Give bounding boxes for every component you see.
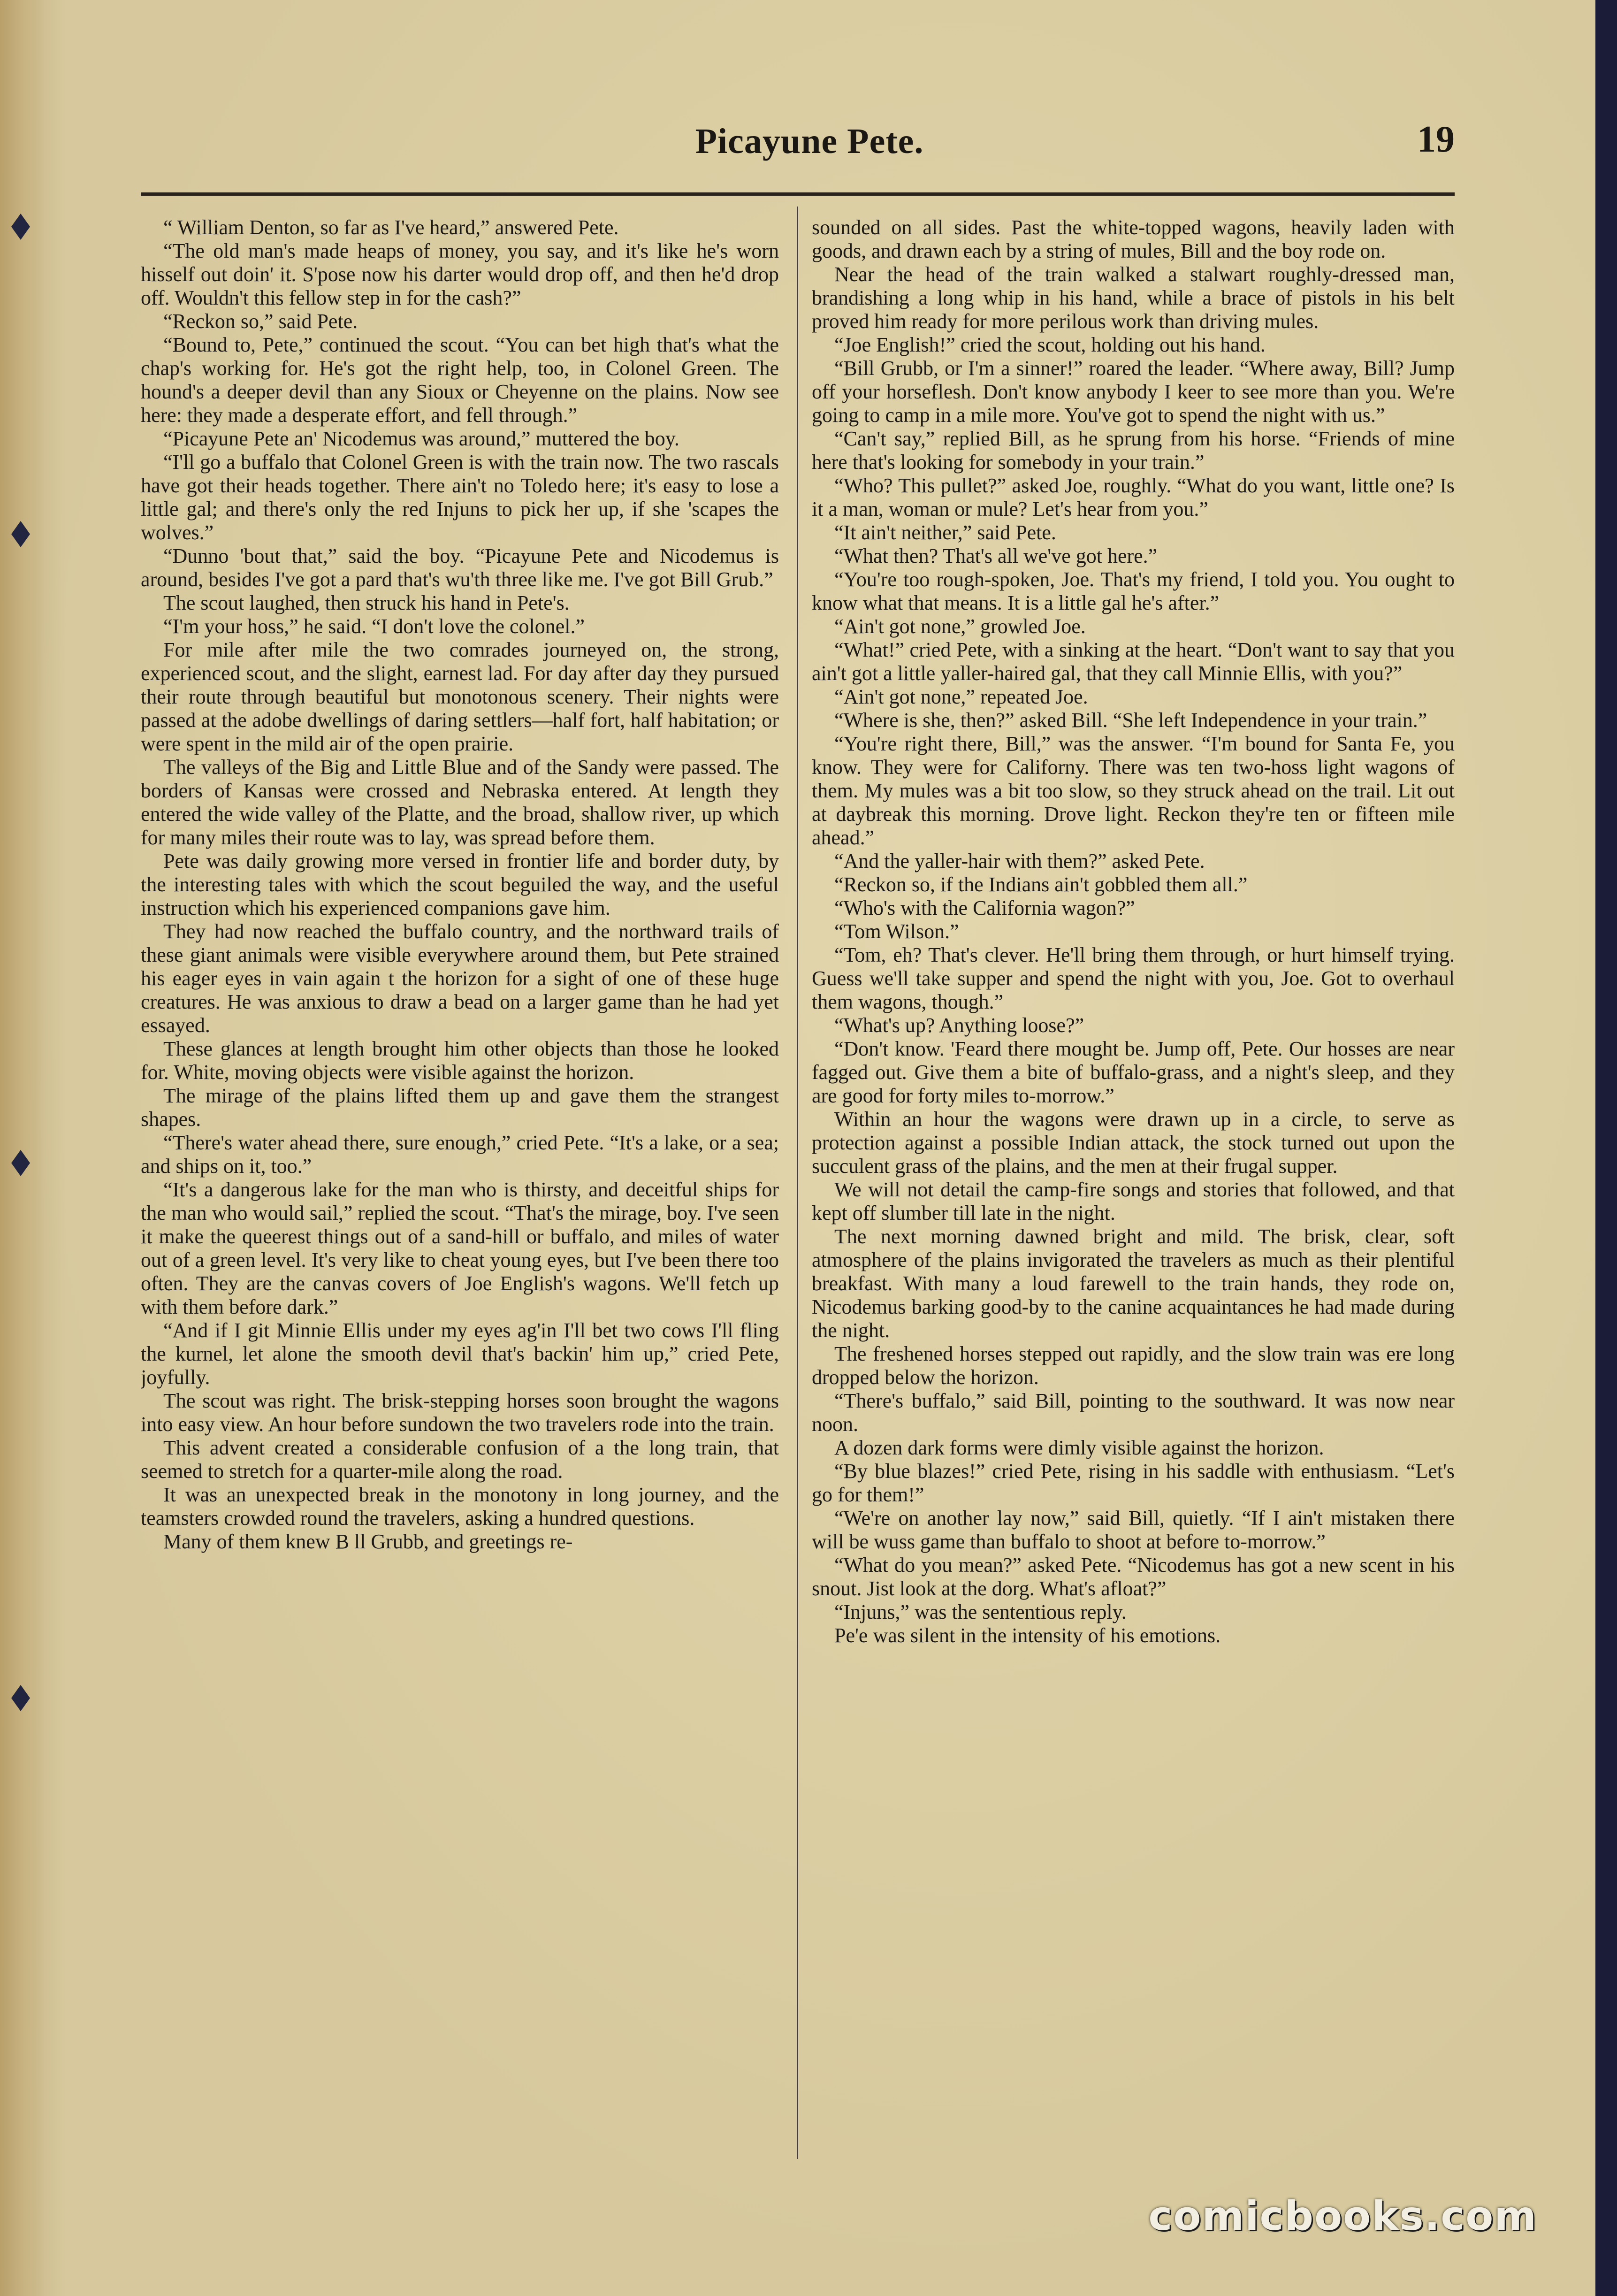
- paragraph: The scout laughed, then struck his hand in Pete's.: [163, 591, 570, 614]
- paragraph: “It ain't neither,” said Pete.: [834, 521, 1056, 544]
- right-column: [812, 216, 1455, 2159]
- paragraph: “There's water ahead there, sure enough,” cried Pete. “It's a lake, or a sea; and ships on it, too.”: [141, 1131, 779, 1178]
- paragraph: The next morning dawned bright and mild. The brisk, clear, soft atmosphere of the plains invigorated the travelers as much as their plentiful breakfast. With many a loud farewell to the train hands, they rode on, Nicodemus barking good-by to the canine acquaintances he had made during the night.: [812, 1225, 1455, 1342]
- paragraph: Within an hour the wagons were drawn up in a circle, to serve as protection against a possible Indian attack, the stock turned out upon the succulent grass of the plains, and the men at their frugal supper.: [812, 1108, 1455, 1178]
- paragraph: These glances at length brought him other objects than those he looked for. White, moving objects were visible against the horizon.: [141, 1037, 779, 1084]
- paragraph: “There's buffalo,” said Bill, pointing to the southward. It was now near noon.: [812, 1389, 1455, 1436]
- header-rule: [141, 192, 1455, 196]
- page-number: 19: [1417, 119, 1455, 160]
- paragraph: The scout was right. The brisk-stepping horses soon brought the wagons into easy view. An hour before sundown the two travelers rode into the train.: [141, 1389, 779, 1436]
- paragraph: “And if I git Minnie Ellis under my eyes ag'in I'll bet two cows I'll fling the kurnel, let alone the smooth devil that's backin' him up,” cried Pete, joyfully.: [141, 1319, 779, 1389]
- paragraph: “Joe English!” cried the scout, holding out his hand.: [834, 333, 1266, 356]
- paragraph: “Tom Wilson.”: [834, 920, 959, 943]
- paragraph: For mile after mile the two comrades journeyed on, the strong, experienced scout, and the slight, earnest lad. For day after day they pursued their route through beautiful but monotonous scenery. Their nights were passed at the adobe dwellings of daring settlers—half fort, half habitation; or were spent in the mild air of the open prairie.: [141, 638, 779, 755]
- paragraph: “Bound to, Pete,” continued the scout. “You can bet high that's what the chap's working for. He's got the right help, too, in Colonel Green. The hound's a deeper devil than any Sioux or Cheyenne on the plains. Now see here: they made a desperate effort, and fell through.”: [141, 333, 779, 427]
- paragraph: It was an unexpected break in the monotony in long journey, and the teamsters crowded round the travelers, asking a hundred questions.: [141, 1483, 779, 1530]
- paragraph: “Ain't got none,” growled Joe.: [834, 615, 1086, 638]
- paragraph: “What then? That's all we've got here.”: [834, 544, 1158, 567]
- paragraph: “Injuns,” was the sententious reply.: [834, 1600, 1127, 1623]
- paragraph: “It's a dangerous lake for the man who is thirsty, and deceitful ships for the man who would sail,” replied the scout. “That's the mirage, boy. I've seen it make the queerest things out of a sand-hill or buffalo, and miles of water out of a green level. It's very like to cheat young eyes, but I've been there too often. They are the canvas covers of Joe English's wagons. We'll fetch up with them before dark.”: [141, 1178, 779, 1318]
- paragraph: “You're too rough-spoken, Joe. That's my friend, I told you. You ought to know what that means. It is a little gal he's after.”: [812, 568, 1455, 614]
- paragraph: “The old man's made heaps of money, you say, and it's like he's worn hisself out doin' it. S'pose now his darter would drop off, and then he'd drop off. Wouldn't this fellow step in for the cash?”: [141, 239, 779, 309]
- page-header: [141, 121, 1455, 173]
- paragraph: “Where is she, then?” asked Bill. “She left Independence in your train.”: [834, 709, 1427, 732]
- paragraph: “What's up? Anything loose?”: [834, 1014, 1084, 1037]
- paragraph: “Picayune Pete an' Nicodemus was around,” muttered the boy.: [163, 427, 679, 450]
- paragraph: A dozen dark forms were dimly visible against the horizon.: [834, 1436, 1324, 1459]
- paragraph: They had now reached the buffalo country, and the northward trails of these giant animals were visible everywhere around them, but Pete strained his eager eyes in vain again t the horizon for a sight of one of these huge creatures. He was anxious to draw a bead on a larger game than he had yet essayed.: [141, 920, 779, 1037]
- paragraph: We will not detail the camp-fire songs and stories that followed, and that kept off slumber till late in the night.: [812, 1178, 1455, 1225]
- paragraph: “ William Denton, so far as I've heard,” answered Pete.: [163, 216, 619, 239]
- paragraph: “Reckon so,” said Pete.: [163, 310, 358, 333]
- paragraph: “Tom, eh? That's clever. He'll bring them through, or hurt himself trying. Guess we'll take supper and spend the night with you, Joe. Got to overhaul them wagons, though.”: [812, 943, 1455, 1013]
- watermark: comicbooks.com: [1148, 2193, 1537, 2240]
- paragraph: “I'll go a buffalo that Colonel Green is with the train now. The two rascals have got their heads together. There ain't no Toledo here; it's easy to lose a little gal; and there's only the red Injuns to pick her up, if she 'scapes the wolves.”: [141, 451, 779, 544]
- paragraph: Near the head of the train walked a stalwart roughly-dressed man, brandishing a long whip in his hand, while a brace of pistols in his belt proved him ready for more perilous work than driving mules.: [812, 263, 1455, 333]
- paragraph: “I'm your hoss,” he said. “I don't love the colonel.”: [163, 615, 585, 638]
- paragraph: Many of them knew B ll Grubb, and greetings re-: [163, 1530, 573, 1553]
- paragraph: “Don't know. 'Feard there mought be. Jump off, Pete. Our hosses are near fagged out. Give them a bite of buffalo-grass, and a night's sleep, and they are good for forty miles to-morrow.”: [812, 1037, 1455, 1107]
- running-title: Picayune Pete.: [695, 122, 924, 161]
- paragraph: “And the yaller-hair with them?” asked Pete.: [834, 850, 1205, 872]
- paragraph: “By blue blazes!” cried Pete, rising in his saddle with enthusiasm. “Let's go for them!”: [812, 1460, 1455, 1506]
- paragraph: Pete was daily growing more versed in frontier life and border duty, by the interesting tales with which the scout beguiled the way, and the useful instruction which his experienced companions gave him.: [141, 850, 779, 919]
- left-column: [141, 216, 779, 2159]
- paragraph: The freshened horses stepped out rapidly, and the slow train was ere long dropped below the horizon.: [812, 1342, 1455, 1389]
- paragraph: “Bill Grubb, or I'm a sinner!” roared the leader. “Where away, Bill? Jump off your horseflesh. Don't know anybody I keer to see more than you. We're going to camp in a mile more. You've got to spend the night with us.”: [812, 357, 1455, 427]
- paragraph: “Reckon so, if the Indians ain't gobbled them all.”: [834, 873, 1248, 896]
- paragraph: “You're right there, Bill,” was the answer. “I'm bound for Santa Fe, you know. They were for Californy. There was ten two-hoss light wagons of them. My mules was a bit too slow, so they struck ahead on the trail. Lit out at daybreak this morning. Drove light. Reckon they're ten or fifteen mile ahead.”: [812, 732, 1455, 849]
- paragraph: “Can't say,” replied Bill, as he sprung from his horse. “Friends of mine here that's looking for somebody in your train.”: [812, 427, 1455, 474]
- paragraph: “Dunno 'bout that,” said the boy. “Picayune Pete and Nicodemus is around, besides I've got a pard that's wu'th three like me. I've got Bill Grub.”: [141, 544, 779, 591]
- paragraph: “What!” cried Pete, with a sinking at the heart. “Don't want to say that you ain't got a little yaller-haired gal, that they call Minnie Ellis, with you?”: [812, 638, 1455, 685]
- paragraph: “What do you mean?” asked Pete. “Nicodemus has got a new scent in his snout. Jist look at the dorg. What's afloat?”: [812, 1554, 1455, 1600]
- page-binding: [0, 0, 45, 2296]
- paragraph: sounded on all sides. Past the white-topped wagons, heavily laden with goods, and drawn each by a string of mules, Bill and the boy rode on.: [812, 216, 1455, 262]
- paragraph: “We're on another lay now,” said Bill, quietly. “If I ain't mistaken there will be wuss game than buffalo to shoot at before to-morrow.”: [812, 1507, 1455, 1553]
- paragraph: The valleys of the Big and Little Blue and of the Sandy were passed. The borders of Kansas were crossed and Nebraska entered. At length they entered the wide valley of the Platte, and the broad, shallow river, up which for many miles their route was to lay, was spread before them.: [141, 756, 779, 849]
- scan-background: [1595, 0, 1617, 2296]
- paragraph: “Who's with the California wagon?”: [834, 896, 1135, 919]
- column-divider: [797, 207, 798, 2159]
- paragraph: This advent created a considerable confusion of a the long train, that seemed to stretch for a quarter-mile along the road.: [141, 1436, 779, 1483]
- paragraph: Pe'e was silent in the intensity of his emotions.: [834, 1624, 1221, 1647]
- paragraph: The mirage of the plains lifted them up and gave them the strangest shapes.: [141, 1084, 779, 1131]
- paragraph: “Who? This pullet?” asked Joe, roughly. “What do you want, little one? Is it a man, woman or mule? Let's hear from you.”: [812, 474, 1455, 520]
- paragraph: “Ain't got none,” repeated Joe.: [834, 685, 1088, 708]
